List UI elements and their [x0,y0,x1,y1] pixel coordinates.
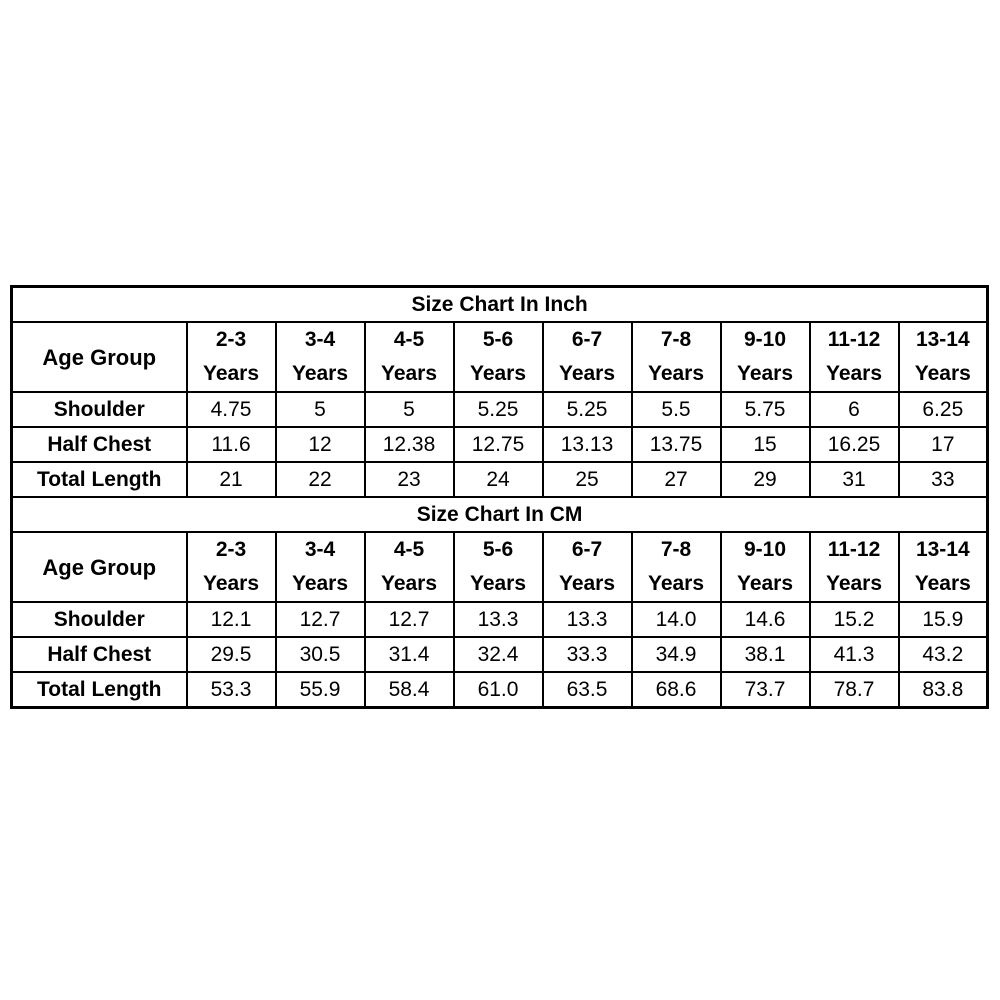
age-group-column-header [543,532,632,602]
measurement-value: 13.75 [632,427,721,462]
measurement-value: 13.13 [543,427,632,462]
age-group-column-header [187,322,276,392]
measurement-value: 5.25 [454,392,543,427]
age-range: 2-3 [215,328,247,351]
measurement-value: 12.7 [276,602,365,637]
measurement-value: 55.9 [276,672,365,708]
measurement-value: 29.5 [187,637,276,672]
measurement-value: 31 [810,462,899,497]
measurement-value: 13.3 [454,602,543,637]
measurement-value: 4.75 [187,392,276,427]
age-unit: Years [291,362,349,385]
measurement-value: 33.3 [543,637,632,672]
measurement-label: Half Chest [12,427,187,462]
table-row [12,392,988,427]
age-range: 5-6 [482,328,514,351]
age-group-column-header [632,532,721,602]
measurement-value: 41.3 [810,637,899,672]
measurement-value: 12.7 [365,602,454,637]
age-range: 11-12 [827,328,881,351]
age-unit: Years [469,362,527,385]
measurement-value: 13.3 [543,602,632,637]
measurement-label: Total Length [12,462,187,497]
measurement-value: 83.8 [899,672,988,708]
age-range: 4-5 [393,328,425,351]
age-unit: Years [202,572,260,595]
age-group-label: Age Group [12,322,187,392]
age-range: 7-8 [660,328,692,351]
measurement-value: 33 [899,462,988,497]
measurement-value: 11.6 [187,427,276,462]
measurement-value: 73.7 [721,672,810,708]
age-unit: Years [914,572,971,595]
measurement-value: 22 [276,462,365,497]
measurement-value: 63.5 [543,672,632,708]
measurement-value: 34.9 [632,637,721,672]
size-chart-body [12,287,988,708]
measurement-value: 5.25 [543,392,632,427]
age-group-column-header [276,322,365,392]
measurement-label: Shoulder [12,602,187,637]
age-group-column-header [276,532,365,602]
age-unit: Years [558,572,616,595]
age-group-column-header [899,532,988,602]
measurement-label: Shoulder [12,392,187,427]
measurement-label: Total Length [12,672,187,708]
age-group-header-row [12,322,988,392]
measurement-value: 12.1 [187,602,276,637]
measurement-value: 30.5 [276,637,365,672]
measurement-value: 14.6 [721,602,810,637]
measurement-value: 5 [276,392,365,427]
table-row [12,427,988,462]
age-group-column-header [899,322,988,392]
age-unit: Years [825,362,883,385]
measurement-value: 53.3 [187,672,276,708]
age-range: 9-10 [743,328,787,351]
age-unit: Years [558,362,616,385]
age-range: 7-8 [660,538,692,561]
measurement-value: 29 [721,462,810,497]
measurement-label: Half Chest [12,637,187,672]
measurement-value: 12 [276,427,365,462]
measurement-value: 12.75 [454,427,543,462]
age-unit: Years [202,362,260,385]
age-unit: Years [825,572,883,595]
table-row [12,637,988,672]
measurement-value: 27 [632,462,721,497]
measurement-value: 5.75 [721,392,810,427]
measurement-value: 38.1 [721,637,810,672]
measurement-value: 17 [899,427,988,462]
age-range: 3-4 [304,328,336,351]
age-unit: Years [736,572,794,595]
measurement-value: 61.0 [454,672,543,708]
measurement-value: 68.6 [632,672,721,708]
table-row [12,602,988,637]
age-group-column-header [810,322,899,392]
measurement-value: 14.0 [632,602,721,637]
age-unit: Years [914,362,971,385]
age-unit: Years [380,572,438,595]
table-row [12,462,988,497]
table-row [12,672,988,708]
measurement-value: 6.25 [899,392,988,427]
age-group-column-header [632,322,721,392]
measurement-value: 15 [721,427,810,462]
age-group-column-header [454,532,543,602]
age-range: 5-6 [482,538,514,561]
measurement-value: 5 [365,392,454,427]
age-group-column-header [543,322,632,392]
measurement-value: 25 [543,462,632,497]
age-group-column-header [721,322,810,392]
measurement-value: 24 [454,462,543,497]
age-range: 6-7 [571,538,603,561]
age-range: 11-12 [827,538,881,561]
measurement-value: 21 [187,462,276,497]
age-unit: Years [647,362,705,385]
age-group-column-header [810,532,899,602]
section-title: Size Chart In Inch [12,287,988,323]
age-unit: Years [291,572,349,595]
section-title: Size Chart In CM [12,497,988,532]
age-unit: Years [380,362,438,385]
measurement-value: 78.7 [810,672,899,708]
age-range: 9-10 [743,538,787,561]
section-title-row [12,287,988,323]
measurement-value: 32.4 [454,637,543,672]
measurement-value: 15.2 [810,602,899,637]
measurement-value: 15.9 [899,602,988,637]
size-chart-table [10,285,989,709]
age-range: 4-5 [393,538,425,561]
age-range: 6-7 [571,328,603,351]
measurement-value: 31.4 [365,637,454,672]
measurement-value: 5.5 [632,392,721,427]
age-range: 3-4 [304,538,336,561]
age-unit: Years [647,572,705,595]
age-group-label: Age Group [12,532,187,602]
age-group-column-header [721,532,810,602]
age-unit: Years [736,362,794,385]
age-range: 13-14 [915,328,970,351]
measurement-value: 43.2 [899,637,988,672]
age-range: 2-3 [215,538,247,561]
age-group-header-row [12,532,988,602]
measurement-value: 6 [810,392,899,427]
age-group-column-header [187,532,276,602]
age-group-column-header [454,322,543,392]
age-range: 13-14 [915,538,970,561]
measurement-value: 16.25 [810,427,899,462]
age-group-column-header [365,532,454,602]
section-title-row [12,497,988,532]
age-unit: Years [469,572,527,595]
measurement-value: 23 [365,462,454,497]
measurement-value: 58.4 [365,672,454,708]
measurement-value: 12.38 [365,427,454,462]
age-group-column-header [365,322,454,392]
